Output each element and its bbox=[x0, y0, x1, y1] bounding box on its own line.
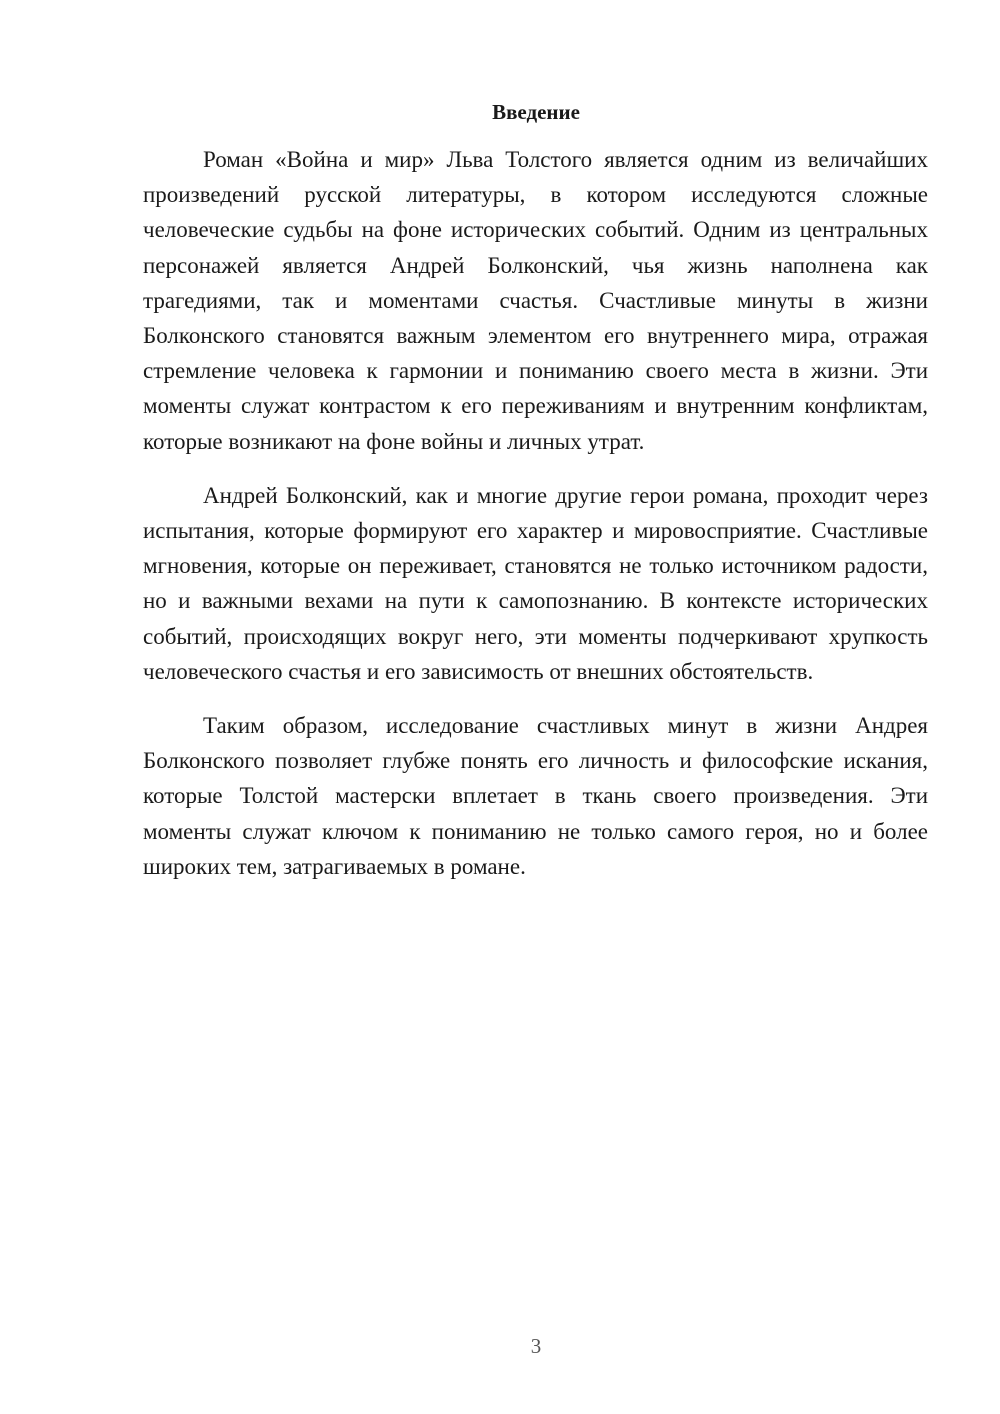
section-title: Введение bbox=[492, 100, 580, 124]
document-body bbox=[143, 142, 928, 903]
paragraph-1: Роман «Война и мир» Льва Толстого является одним из величайших произведений русской литературы, в котором исследуются сложные человеческие судьбы на фоне исторических событий. Одним из центральных персонажей является Андрей Болконский, чья жизнь наполнена как трагедиями, так и моментами счастья. Счастливые минуты в жизни Болконского становятся важным элементом его внутреннего мира, отражая стремление человека к гармонии и пониманию своего места в жизни. Эти моменты служат контрастом к его переживаниям и внутренним конфликтам, которые возникают на фоне войны и личных утрат. bbox=[143, 147, 928, 454]
paragraph-2: Андрей Болконский, как и многие другие герои романа, проходит через испытания, которые формируют его характер и мировосприятие. Счастливые мгновения, которые он переживает, становятся не только источником радости, но и важными вехами на пути к самопознанию. В контексте исторических событий, происходящих вокруг него, эти моменты подчеркивают хрупкость человеческого счастья и его зависимость от внешних обстоятельств. bbox=[143, 482, 928, 684]
paragraph-3: Таким образом, исследование счастливых минут в жизни Андрея Болконского позволяет глубже понять его личность и философские искания, которые Толстой мастерски вплетает в ткань своего произведения. Эти моменты служат ключом к пониманию не только самого героя, но и более широких тем, затрагиваемых в романе. bbox=[143, 713, 928, 879]
page-number: 3 bbox=[530, 1334, 542, 1358]
